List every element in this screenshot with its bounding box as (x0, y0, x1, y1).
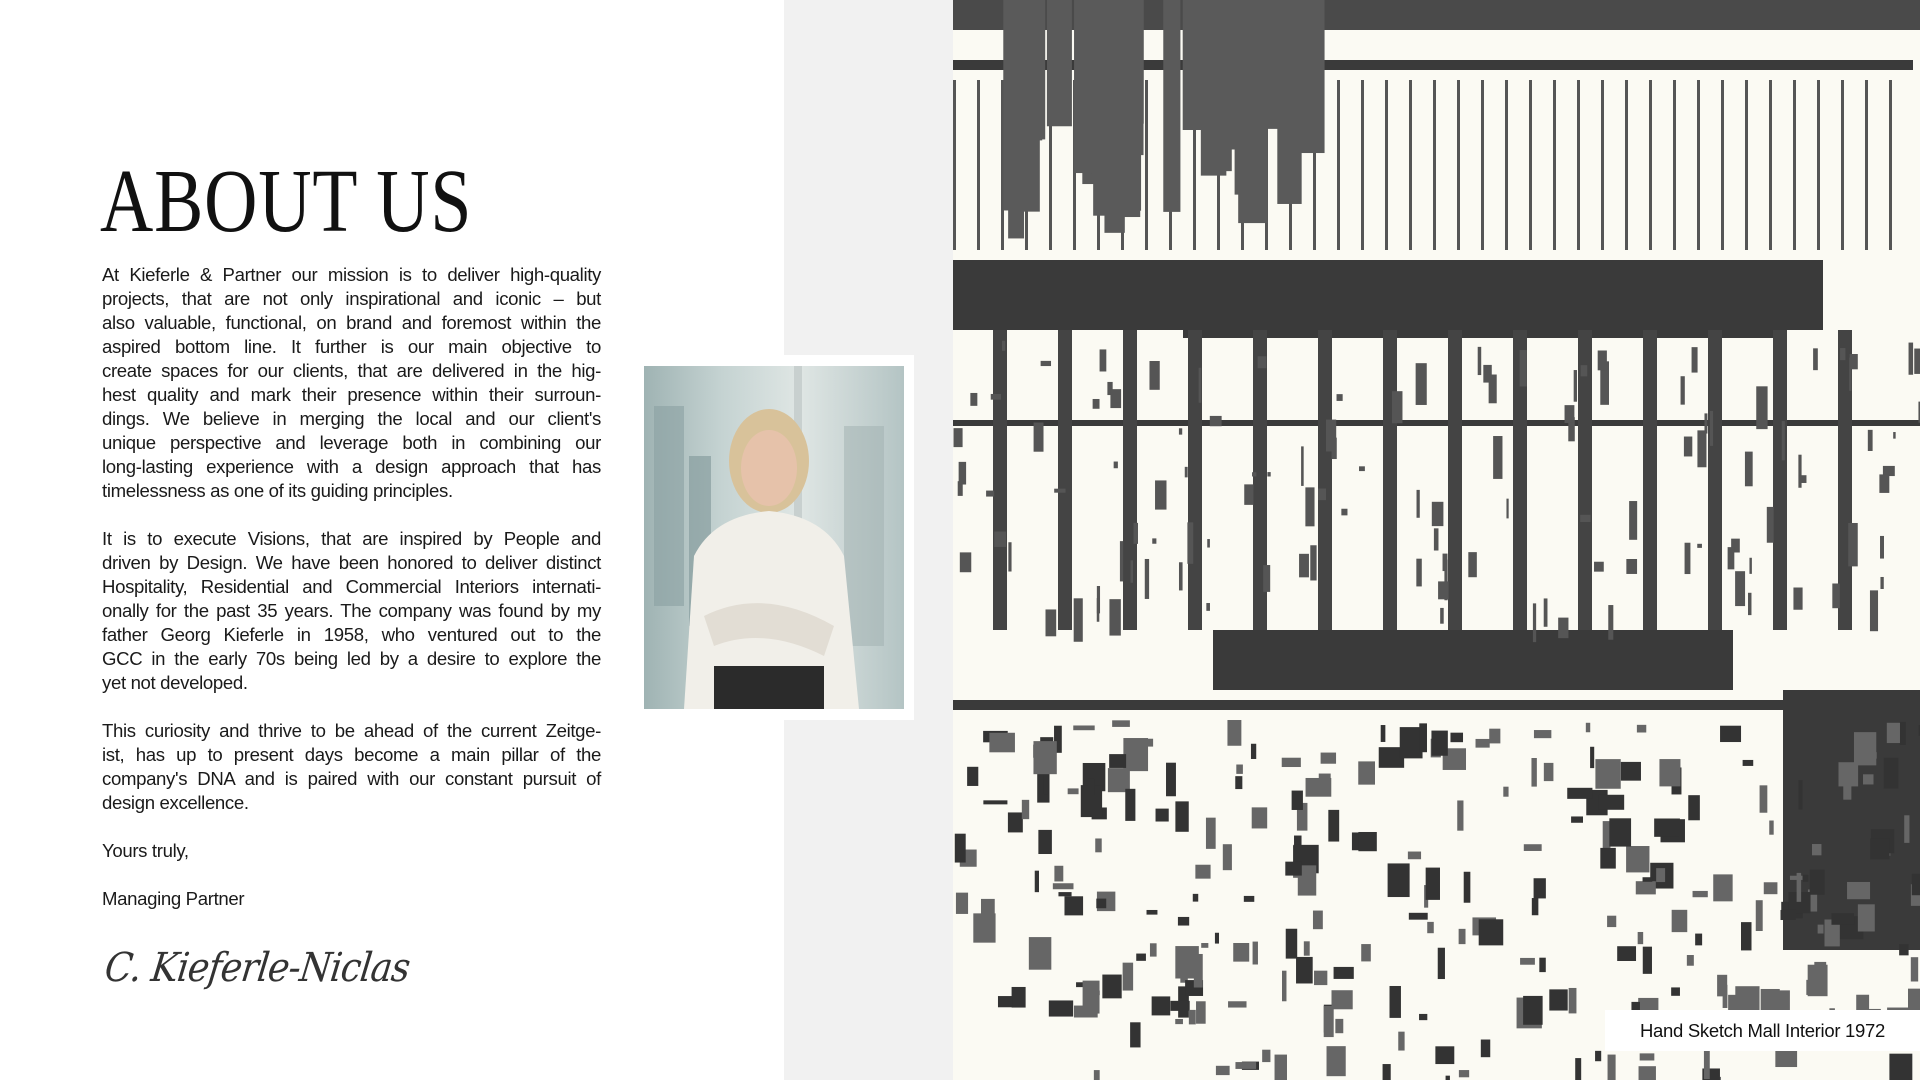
text-line: unique perspective and leverage both in combining our (102, 432, 601, 453)
text-line: Managing Partner (102, 888, 245, 909)
text-line: design excellence. (102, 792, 249, 813)
image-caption: Hand Sketch Mall Interior 1972 (1605, 1010, 1920, 1051)
text-line: Yours truly, (102, 840, 189, 861)
text-line: timelessness as one of its guiding principles. (102, 480, 453, 501)
text-line: It is to execute Visions, that are inspired by People and (102, 528, 601, 549)
paragraph (102, 719, 601, 815)
text-line: At Kieferle & Partner our mission is to deliver high-quality (102, 264, 601, 285)
text-line: also valuable, functional, on brand and foremost within the (102, 312, 601, 333)
text-line: long-lasting experience with a design approach that has (102, 456, 601, 477)
text-line: father Georg Kieferle in 1958, who ventured out to the (102, 624, 601, 645)
text-line: projects, that are not only inspirational and iconic – but (102, 288, 601, 309)
text-line: aspired bottom line. It further is our main objective to (102, 336, 601, 357)
portrait-photo (644, 366, 904, 709)
text-line: ist, has up to present days become a main pillar of the (102, 744, 601, 765)
paragraph (102, 839, 601, 863)
text-line: driven by Design. We have been honored to deliver distinct (102, 552, 601, 573)
text-line: onally for the past 35 years. The company was found by my (102, 600, 601, 621)
about-text (102, 263, 601, 935)
text-line: This curiosity and thrive to be ahead of the current Zeitge- (102, 720, 601, 741)
paragraph (102, 263, 601, 503)
page-title: ABOUT US (100, 152, 473, 251)
text-line: company's DNA and is paired with our constant pursuit of (102, 768, 601, 789)
text-line: hest quality and mark their presence within their surroun- (102, 384, 601, 405)
text-line: Hospitality, Residential and Commercial Interiors internati- (102, 576, 601, 597)
text-line: dings. We believe in merging the local and our client's (102, 408, 601, 429)
paragraph (102, 887, 601, 911)
text-line: yet not developed. (102, 672, 248, 693)
text-line: create spaces for our clients, that are delivered in the hig- (102, 360, 601, 381)
mall-sketch-image (953, 0, 1920, 1080)
signature: C. Kieferle-Niclas (102, 945, 413, 991)
paragraph (102, 527, 601, 695)
text-line: GCC in the early 70s being led by a desire to explore the (102, 648, 601, 669)
